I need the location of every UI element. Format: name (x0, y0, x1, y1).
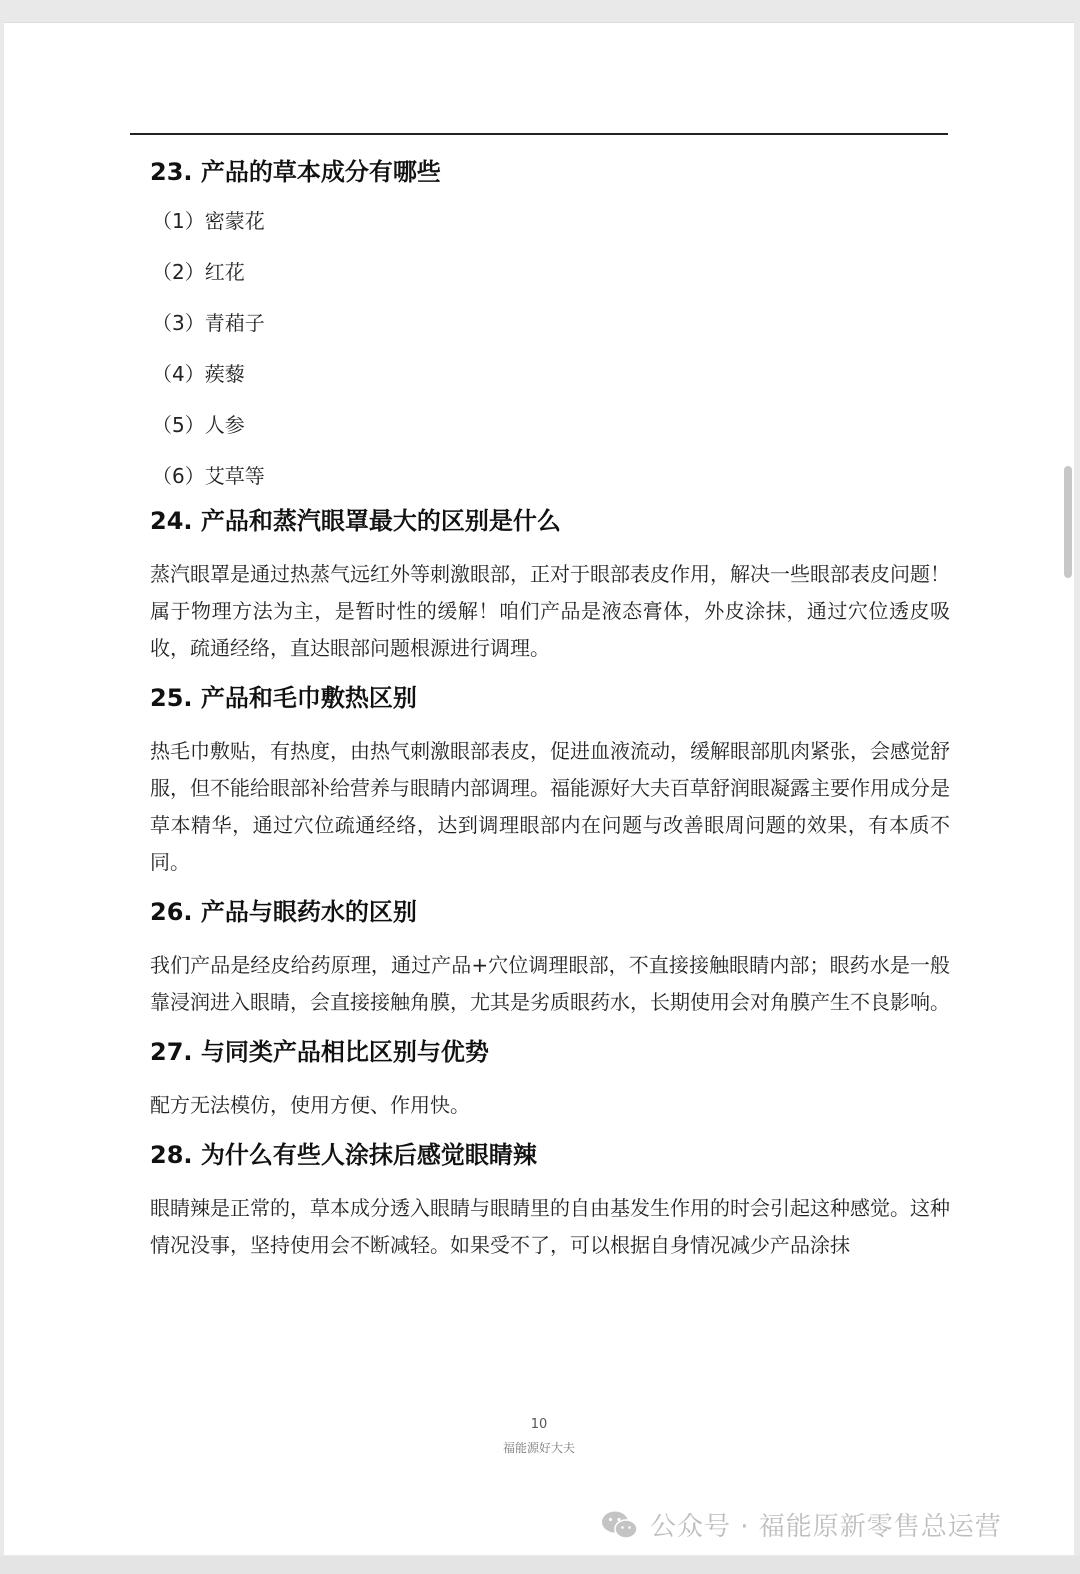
section-heading: 23. 产品的草本成分有哪些 (150, 158, 441, 186)
section-25 (150, 681, 950, 881)
watermark (600, 1506, 1002, 1543)
section-24 (150, 504, 950, 667)
section-27 (150, 1035, 950, 1124)
section-heading: 26. 产品与眼药水的区别 (150, 898, 417, 926)
list-item: （2）红花 (152, 260, 245, 284)
list-item: （3）青葙子 (152, 311, 265, 335)
list-item: （4）蒺藜 (152, 362, 245, 386)
section-paragraph: 眼睛辣是正常的，草本成分透入眼睛与眼睛里的自由基发生作用的时会引起这种感觉。这种情况没事，坚持使用会不断减轻。如果受不了，可以根据自身情况减少产品涂抹 (150, 1196, 950, 1257)
section-heading: 27. 与同类产品相比区别与优势 (150, 1038, 489, 1066)
page-number: 10 (530, 1417, 548, 1432)
section-23 (150, 155, 950, 490)
section-heading: 28. 为什么有些人涂抹后感觉眼睛辣 (150, 1141, 537, 1169)
watermark-text: 公众号 · 福能原新零售总运营 (650, 1512, 1002, 1542)
section-paragraph: 蒸汽眼罩是通过热蒸气远红外等刺激眼部，正对于眼部表皮作用，解决一些眼部表皮问题！属于物理方法为主，是暂时性的缓解！咱们产品是液态膏体，外皮涂抹，通过穴位透皮吸收，疏通经络，直达眼部问题根源进行调理。 (150, 562, 950, 660)
section-heading: 25. 产品和毛巾敷热区别 (150, 684, 417, 712)
section-28 (150, 1138, 950, 1264)
list-item: （1）密蒙花 (152, 209, 265, 233)
section-heading: 24. 产品和蒸汽眼罩最大的区别是什么 (150, 507, 561, 535)
header-rule (130, 133, 948, 135)
list-item: （5）人参 (152, 413, 245, 437)
document-page (4, 22, 1074, 1555)
bottom-strip (0, 1556, 1080, 1574)
document-content (150, 155, 950, 1278)
list-item: （6）艾草等 (152, 464, 265, 488)
section-paragraph: 我们产品是经皮给药原理，通过产品+穴位调理眼部，不直接接触眼睛内部；眼药水是一般靠浸润进入眼睛，会直接接触角膜，尤其是劣质眼药水，长期使用会对角膜产生不良影响。 (150, 953, 950, 1014)
footer-brand: 福能源好大夫 (502, 1441, 575, 1455)
section-26 (150, 895, 950, 1021)
section-paragraph: 热毛巾敷贴，有热度，由热气刺激眼部表皮，促进血液流动，缓解眼部肌肉紧张，会感觉舒服，但不能给眼部补给营养与眼睛内部调理。福能源好大夫百草舒润眼凝露主要作用成分是草本精华，通过穴位疏通经络，达到调理眼部内在问题与改善眼周问题的效果，有本质不同。 (150, 739, 950, 874)
wechat-icon (600, 1509, 640, 1541)
scrollbar-thumb[interactable] (1064, 466, 1072, 578)
section-paragraph: 配方无法模仿，使用方便、作用快。 (150, 1093, 470, 1117)
